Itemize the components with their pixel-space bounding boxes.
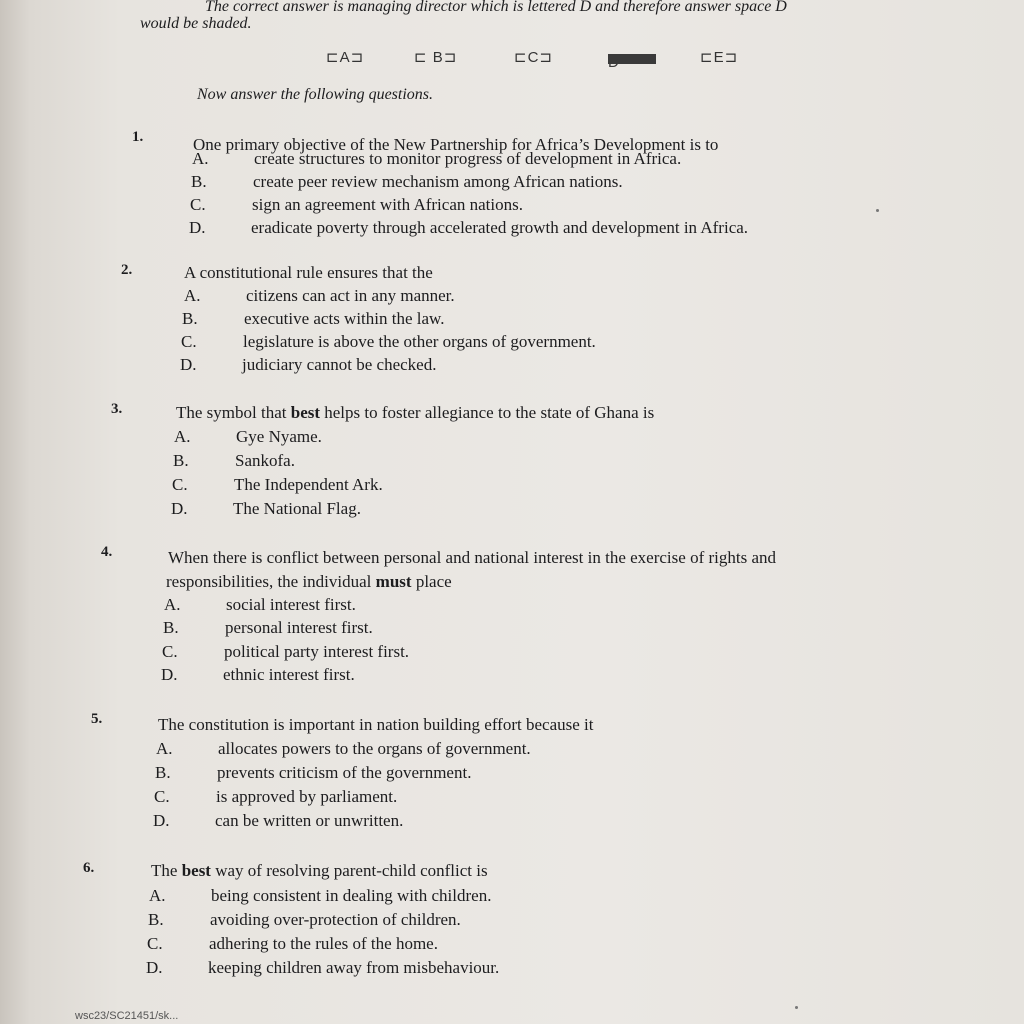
option-d [180,354,436,377]
question-stem [151,860,488,883]
option-d [189,217,748,240]
option-d [146,957,499,980]
question-stem-line-2 [166,571,452,594]
option-letter: C. [181,332,197,351]
option-a [156,738,531,761]
question-stem-line-1: When there is conflict between personal and national interest in the exercise of rights and [168,548,776,567]
option-text: personal interest first. [225,618,373,637]
option-letter: C. [154,787,170,806]
option-letter: B. [182,309,198,328]
option-letter: D. [153,811,170,830]
stem-emphasis: must [375,572,412,591]
option-text: political party interest first. [224,642,410,661]
option-letter: D. [171,499,188,518]
answer-bubble-b: ⊏ B⊐ [414,49,458,66]
option-a [192,148,681,171]
question-stem [176,402,654,425]
option-letter: D. [189,218,206,237]
paper-speck [795,1006,798,1009]
answer-bubble-row [0,48,1024,72]
stem-emphasis: best [290,403,321,422]
option-c [162,641,409,664]
intro-line-1: The correct answer is managing director which is lettered D and therefore answer space D [205,0,787,15]
option-letter: B. [155,763,171,782]
option-text: create peer review mechanism among African nations. [253,172,623,191]
intro-line-2: would be shaded. [140,15,252,32]
question-number: 4. [101,544,113,560]
stem-text: helps to foster allegiance to the state of Ghana is [320,403,655,422]
option-letter: A. [156,739,173,758]
option-a [164,594,356,617]
question-number: 5. [91,711,103,727]
option-c [190,194,523,217]
option-text: allocates powers to the organs of government. [218,739,531,758]
option-b [191,171,623,194]
option-letter: C. [172,475,188,494]
option-letter: A. [174,427,191,446]
option-letter: C. [147,934,163,953]
option-text: citizens can act in any manner. [246,286,455,305]
option-text: The National Flag. [233,499,361,518]
option-text: being consistent in dealing with children. [211,886,492,905]
option-text: create structures to monitor progress of development in Africa. [254,149,682,168]
option-d [153,810,403,833]
answer-bubble-e: ⊏E⊐ [700,49,739,66]
question-number: 2. [121,262,133,278]
option-text: eradicate poverty through accelerated growth and development in Africa. [251,218,749,237]
option-letter: C. [190,195,206,214]
question-number: 6. [83,860,95,876]
option-letter: C. [162,642,178,661]
footer-code: wsc23/SC21451/sk... [75,1010,179,1022]
answer-bubble-a: ⊏A⊐ [326,49,365,66]
option-c [181,331,596,354]
stem-text: place [411,572,452,591]
question-number: 3. [111,401,123,417]
option-text: ethnic interest first. [223,665,355,684]
answer-bubble-d-shaded: D [608,54,656,64]
option-letter: A. [164,595,181,614]
stem-text: responsibilities, the individual [166,572,376,591]
option-text: judiciary cannot be checked. [242,355,437,374]
option-text: avoiding over-protection of children. [210,910,461,929]
option-letter: B. [163,618,179,637]
option-b [155,762,471,785]
option-text: Gye Nyame. [236,427,322,446]
answer-bubble-c: ⊏C⊐ [514,49,553,66]
option-text: The Independent Ark. [234,475,383,494]
stem-emphasis: best [181,861,211,880]
option-b [182,308,444,331]
stem-text: The [151,861,182,880]
option-c [154,786,397,809]
paper-speck [876,209,879,212]
option-d [171,498,361,521]
question-stem: One primary objective of the New Partnership for Africa’s Development is to [193,135,719,154]
option-a [174,426,322,449]
stem-text: The symbol that [176,403,291,422]
option-text: can be written or unwritten. [215,811,404,830]
option-text: keeping children away from misbehaviour. [208,958,500,977]
option-letter: D. [161,665,178,684]
question-stem: The constitution is important in nation building effort because it [158,715,594,734]
option-letter: D. [180,355,197,374]
option-letter: B. [173,451,189,470]
option-a [149,885,491,908]
option-d [161,664,355,687]
option-letter: A. [192,149,209,168]
option-letter: D. [146,958,163,977]
option-text: prevents criticism of the government. [217,763,472,782]
option-c [172,474,383,497]
option-letter: A. [149,886,166,905]
option-text: is approved by parliament. [216,787,398,806]
option-c [147,933,438,956]
instruction: Now answer the following questions. [197,86,434,103]
option-letter: B. [191,172,207,191]
option-b [148,909,461,932]
option-text: legislature is above the other organs of government. [243,332,596,351]
option-letter: A. [184,286,201,305]
question-number: 1. [132,129,144,145]
option-text: executive acts within the law. [244,309,445,328]
option-text: sign an agreement with African nations. [252,195,523,214]
option-text: social interest first. [226,595,356,614]
option-a [184,285,455,308]
option-text: adhering to the rules of the home. [209,934,438,953]
stem-text: way of resolving parent-child conflict is [210,861,488,880]
option-text: Sankofa. [235,451,295,470]
option-letter: B. [148,910,164,929]
option-b [163,617,373,640]
option-b [173,450,295,473]
question-stem: A constitutional rule ensures that the [184,263,433,282]
